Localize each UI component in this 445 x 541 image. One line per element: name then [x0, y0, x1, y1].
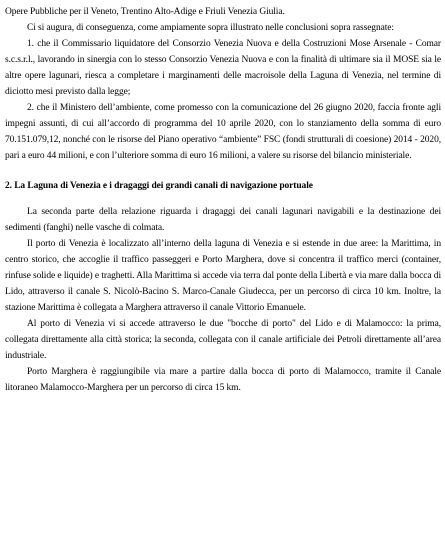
paragraph-opere-pubbliche: Opere Pubbliche per il Veneto, Trentino Alto-Adige e Friuli Venezia Giulia. — [5, 7, 285, 17]
spacer — [5, 194, 441, 204]
section-heading: 2. La Laguna di Venezia e i dragaggi dei grandi canali di navigazione portuale — [5, 181, 313, 191]
spacer — [5, 164, 441, 178]
paragraph-dragaggi-intro: La seconda parte della relazione riguarda i dragaggi dei canali lagunari navigabili e la destinazione dei sedimenti (fanghi) nelle vasche di colmata. — [5, 207, 441, 233]
paragraph-auspicio: Ci si augura, di conseguenza, come ampiamente sopra illustrato nelle conclusioni sopra rassegnate: — [27, 23, 394, 33]
paragraph-point-1-commissario: 1. che il Commissario liquidatore del Consorzio Venezia Nuova e della Costruzioni Mose Arsenale - Comar s.c.s.r.l., lavorando in sinergia con lo stesso Consorzio Venezia Nuova e con la finalità di ultimare sia il MOSE sia le altre opere lagunari, riesca a completare i marginamenti delle macroisole della Laguna di Venezia, nel termine di diciotto mesi previsto dalla legge; — [5, 39, 441, 97]
paragraph-bocche-di-porto: Al porto di Venezia vi si accede attraverso le due "bocche di porto" del Lido e di Malamocco: la prima, collegata direttamente alla città storica; la seconda, collegata con il canale artificiale dei Petroli direttamente all’area industriale. — [5, 319, 441, 361]
paragraph-porto-marghera: Porto Marghera è raggiungibile via mare a partire dalla bocca di porto di Malamocco, tramite il Canale litoraneo Malamocco-Marghera per un percorso di circa 15 km. — [5, 367, 441, 393]
paragraph-point-2-ministero: 2. che il Ministero dell’ambiente, come promesso con la comunicazione del 26 giugno 2020, faccia fronte agli impegni assunti, di cui all’accordo di programma del 10 aprile 2020, con lo stanziamento della somma di euro 70.151.079,12, nonché con le risorse del Piano operativo “ambiente” FSC (fondi strutturali di coesione) 2014 - 2020, pari a euro 44 milioni, e con l’ulteriore somma di euro 16 milioni, a valere su risorse del bilancio ministeriale. — [5, 103, 441, 161]
paragraph-porto-venezia: Il porto di Venezia è localizzato all’interno della laguna di Venezia e si estende in due aree: la Marittima, in centro storico, che accoglie il traffico passeggeri e Porto Marghera, dove si concentra il traffico merci (container, rinfuse solide e liquide) e traghetti. Alla Marittima si accede via terra dal ponte della Libertà e via mare dalla bocca di Lido, attraverso il canale S. Nicolò-Bacino S. Marco-Canale Giudecca, per un percorso di circa 10 km. Inoltre, la stazione Marittima è collegata a Marghera attraverso il canale Vittorio Emanuele. — [5, 239, 441, 313]
